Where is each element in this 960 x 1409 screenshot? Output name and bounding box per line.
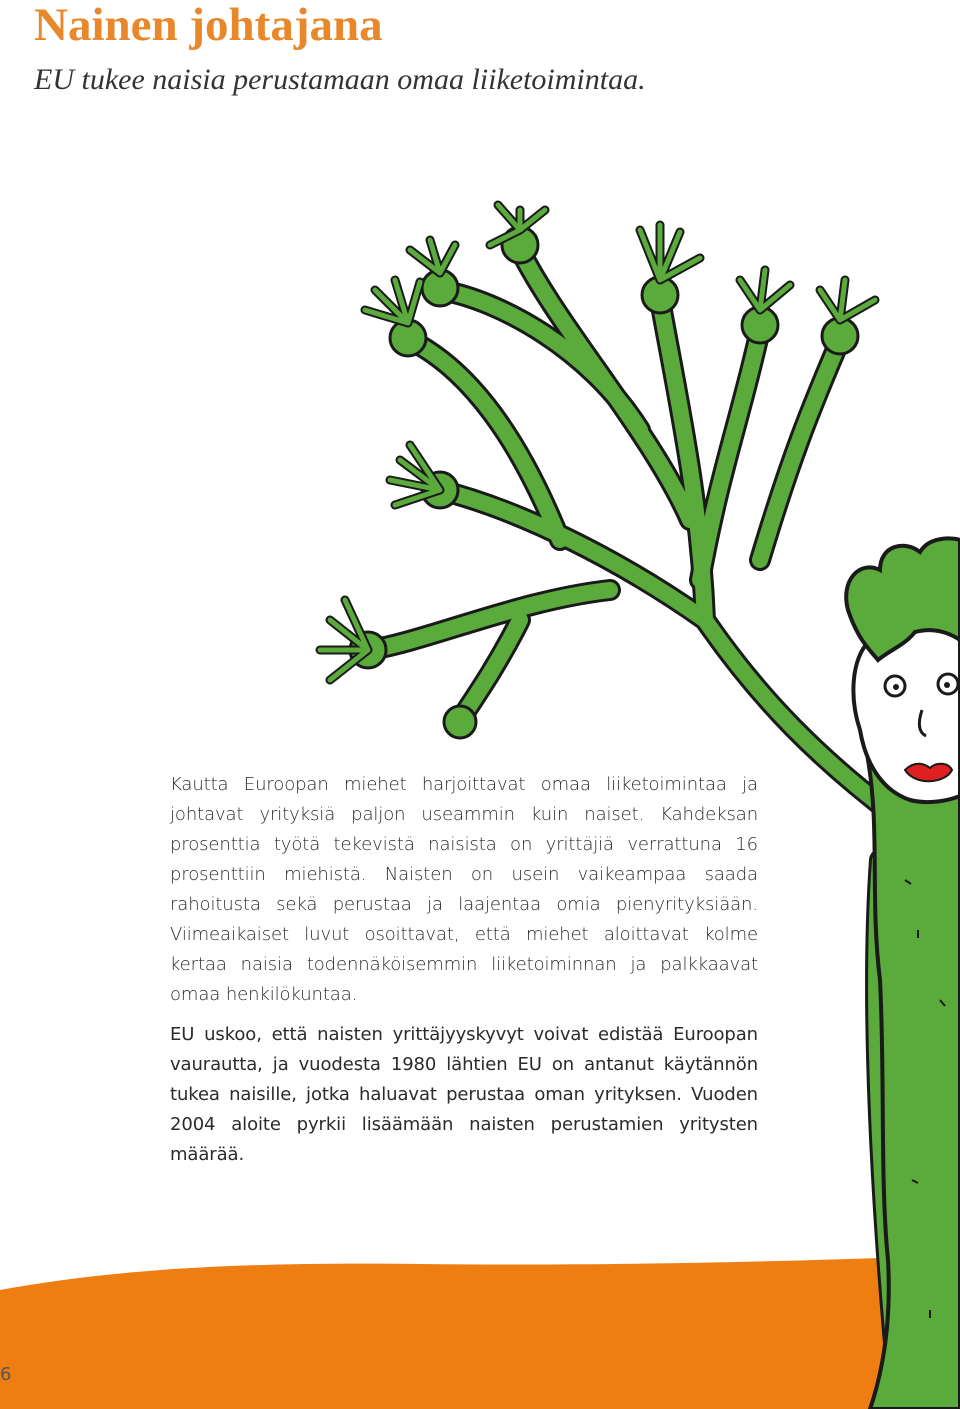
- page-subtitle: EU tukee naisia perustamaan omaa liiketoimintaa.: [34, 63, 646, 96]
- page-number: 6: [0, 1364, 12, 1385]
- paragraph-1: Kautta Euroopan miehet harjoittavat omaa liiketoimintaa ja johtavat yrityksiä paljon useammin kuin naiset. Kahdeksan prosenttia työtä tekevistä naisista on yrittäjiä verrattuna 16 prosenttiin miehistä. Naisten on usein vaikeampaa saada rahoitusta sekä perustaa ja laajentaa omia pienyrityksiään. Viimeaikaiset luvut osoittavat, että miehet aloittavat kolme kertaa naisia todennäköisemmin liiketoiminnan ja palkkaavat omaa henkilökuntaa.: [170, 774, 758, 1005]
- paragraph-2: EU uskoo, että naisten yrittäjyyskyvyt voivat edistää Euroopan vaurautta, ja vuodesta 1980 lähtien EU on antanut käytännön tukea naisille, jotka haluavat perustaa oman yrityksen. Vuoden 2004 aloite pyrkii lisäämään naisten perustamien yritysten määrää.: [170, 1024, 758, 1165]
- body-text: [170, 770, 758, 1170]
- page-title: Nainen johtajana: [34, 0, 383, 51]
- ground-shape: [0, 1256, 960, 1409]
